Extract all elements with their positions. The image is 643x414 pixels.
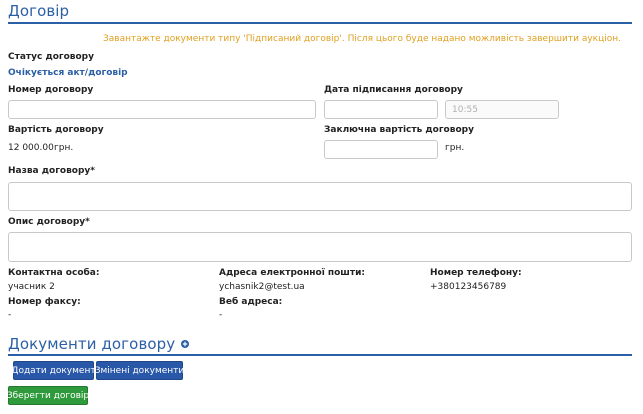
documents-divider [8, 354, 632, 356]
final-cost-label: Заключна вартість договору [324, 125, 474, 135]
upload-notice: Завантажте документи типу 'Підписаний договір'. Після цього буде надано можливість завершити аукціон. [103, 34, 621, 44]
header-divider [8, 22, 632, 24]
web-value: - [219, 310, 223, 320]
email-value: ychasnik2@test.ua [219, 282, 305, 292]
contract-number-input[interactable] [8, 100, 316, 119]
documents-title: Документи договору [8, 335, 176, 353]
contract-cost-label: Вартість договору [8, 125, 104, 135]
final-cost-currency: грн. [445, 143, 465, 153]
fax-value: - [8, 310, 12, 320]
phone-label: Номер телефону: [430, 268, 522, 278]
sign-date-label: Дата підписання договору [324, 85, 463, 95]
phone-value: +380123456789 [430, 282, 507, 292]
contract-description-input[interactable] [8, 232, 632, 262]
contract-name-input[interactable] [8, 182, 632, 211]
final-cost-input[interactable] [324, 140, 438, 159]
contract-cost-currency: грн. [54, 143, 74, 153]
email-label: Адреса електронної пошти: [219, 268, 365, 278]
sign-date-input[interactable] [324, 100, 438, 119]
contract-number-label: Номер договору [8, 85, 94, 95]
contract-description-label: Опис договору* [8, 217, 90, 227]
status-value: Очікується акт/договір [8, 68, 128, 78]
save-contract-button[interactable]: Зберегти договір [8, 386, 88, 405]
sign-time-input[interactable] [445, 100, 559, 119]
contact-person-label: Контактна особа: [8, 268, 100, 278]
documents-header [8, 335, 189, 353]
status-label: Статус договору [8, 52, 94, 62]
web-label: Веб адреса: [219, 297, 283, 307]
fax-label: Номер факсу: [8, 297, 81, 307]
add-document-button[interactable]: Додати документ [13, 361, 94, 380]
changed-documents-button[interactable]: Змінені документи [96, 361, 183, 380]
contract-name-label: Назва договору* [8, 166, 95, 176]
contract-cost-value: 12 000.00 [8, 143, 54, 153]
page-title: Договір [8, 2, 70, 20]
plus-circle-icon[interactable] [181, 340, 189, 348]
contact-person-value: учасник 2 [8, 282, 55, 292]
